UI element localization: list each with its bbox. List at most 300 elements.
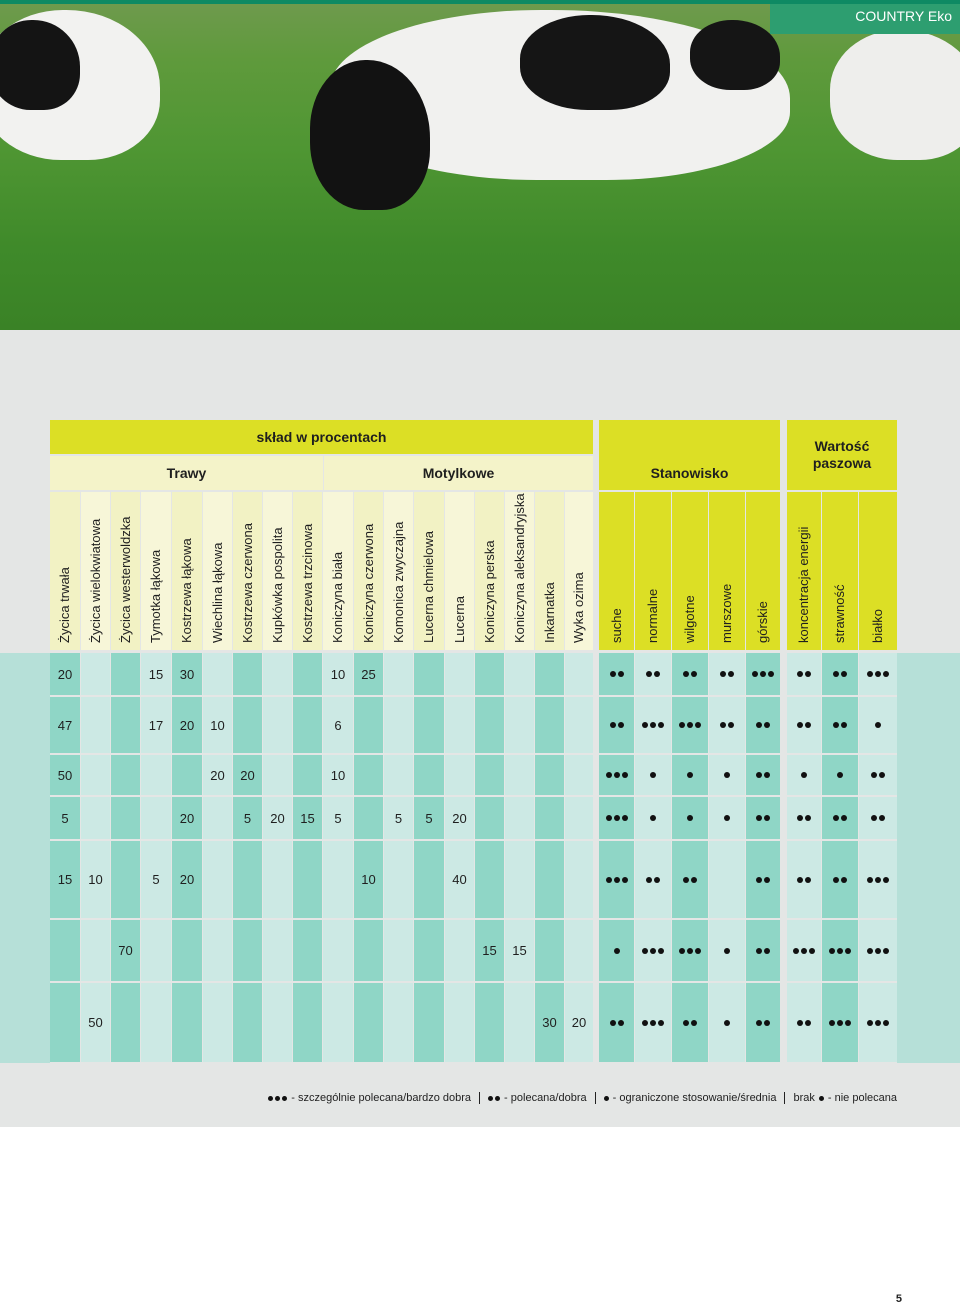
table-cell — [445, 920, 474, 981]
rating-dot — [801, 772, 807, 778]
legend-none-prefix: brak — [793, 1092, 815, 1104]
table-cell — [746, 920, 780, 981]
table-cell — [293, 920, 322, 981]
rating-dot — [756, 948, 762, 954]
page-number: 5 — [895, 1293, 902, 1305]
table-cell — [535, 697, 564, 753]
table-cell — [81, 697, 110, 753]
rating-dot — [622, 877, 628, 883]
table-cell — [505, 841, 534, 918]
rating-dot — [805, 1020, 811, 1026]
rating-dots-icon — [871, 815, 885, 821]
table-cell — [293, 755, 322, 795]
table-cell — [141, 841, 171, 918]
table-cell — [635, 697, 671, 753]
rating-dot — [679, 948, 685, 954]
cell-value: 30 — [542, 1015, 557, 1030]
table-cell — [535, 841, 564, 918]
table-cell — [233, 841, 262, 918]
rating-dot — [695, 948, 701, 954]
column-header-label: Kostrzewa łąkowa — [179, 538, 194, 643]
legend — [268, 1092, 897, 1104]
rating-dot — [618, 1020, 624, 1026]
column-header-label: Wyka ozima — [571, 572, 586, 643]
rating-dot — [683, 877, 689, 883]
rating-dots-icon — [867, 671, 889, 677]
table-cell — [787, 755, 821, 795]
table-cell — [635, 841, 671, 918]
rating-dot — [646, 877, 652, 883]
rating-dot — [845, 948, 851, 954]
rating-dot — [756, 772, 762, 778]
table-cell — [354, 755, 383, 795]
table-cell — [445, 653, 474, 695]
table-cell — [746, 841, 780, 918]
table-cell — [859, 755, 897, 795]
cell-value: 5 — [334, 810, 342, 826]
table-cell — [203, 755, 232, 795]
rating-dots-icon — [683, 877, 697, 883]
table-cell — [822, 755, 858, 795]
cows-grazing-photo — [0, 0, 960, 330]
rating-dots-icon — [756, 772, 770, 778]
rating-dot — [793, 948, 799, 954]
rating-dot — [728, 671, 734, 677]
rating-dot — [875, 1020, 881, 1026]
rating-dot — [875, 948, 881, 954]
column-header-label: Koniczyna czerwona — [360, 523, 376, 643]
column-header-label: Tymotka łąkowa — [148, 549, 163, 643]
rating-dot — [614, 948, 620, 954]
rating-dot — [610, 722, 616, 728]
rating-dot — [883, 1020, 889, 1026]
rating-dot — [650, 1020, 656, 1026]
legend-three-dots-icon — [268, 1096, 287, 1101]
rating-dots-icon — [875, 722, 881, 728]
rating-dots-icon — [797, 722, 811, 728]
rating-dots-icon — [683, 671, 697, 677]
table-cell — [172, 983, 202, 1062]
table-cell — [709, 697, 745, 753]
table-cell — [263, 920, 292, 981]
cell-value: 15 — [300, 810, 315, 826]
table-cell — [384, 841, 413, 918]
rating-dot — [642, 1020, 648, 1026]
column-header-label: normalne — [645, 588, 660, 643]
rating-dots-icon — [650, 815, 656, 821]
rating-dot — [756, 1020, 762, 1026]
rating-dot — [764, 722, 770, 728]
rating-dot — [833, 877, 839, 883]
table-cell — [293, 841, 322, 918]
cell-value: 5 — [425, 810, 433, 826]
rating-dot — [768, 671, 774, 677]
table-cell — [859, 841, 897, 918]
column-header-label: suche — [608, 608, 624, 643]
cow-center-patch-1 — [520, 15, 670, 110]
rating-dots-icon — [829, 1020, 851, 1026]
table-left-strip — [0, 653, 50, 1063]
table-cell — [141, 697, 171, 753]
table-cell — [535, 797, 564, 839]
table-cell — [414, 841, 444, 918]
table-cell — [141, 983, 171, 1062]
table-cell — [50, 983, 80, 1062]
table-cell — [859, 920, 897, 981]
rating-dot — [654, 877, 660, 883]
rating-dot — [875, 722, 881, 728]
table-cell — [505, 755, 534, 795]
rating-dot — [883, 671, 889, 677]
table-cell — [323, 983, 353, 1062]
table-cell — [50, 797, 80, 839]
table-cell — [263, 841, 292, 918]
table-cell — [354, 797, 383, 839]
rating-dot — [833, 722, 839, 728]
table-cell — [709, 797, 745, 839]
table-cell — [787, 697, 821, 753]
rating-dots-icon — [724, 772, 730, 778]
rating-dots-icon — [679, 948, 701, 954]
column-header-label: koncentracja energii — [796, 526, 811, 643]
table-cell — [599, 697, 634, 753]
table-cell — [323, 755, 353, 795]
table-cell — [475, 755, 504, 795]
rating-dot — [610, 1020, 616, 1026]
table-cell — [172, 697, 202, 753]
rating-dots-icon — [679, 722, 701, 728]
table-cell — [323, 920, 353, 981]
rating-dot — [622, 815, 628, 821]
legend-two-label: - polecana/dobra — [504, 1092, 587, 1104]
table-cell — [505, 797, 534, 839]
rating-dot — [683, 1020, 689, 1026]
table-cell — [293, 983, 322, 1062]
rating-dot — [867, 1020, 873, 1026]
rating-dot — [797, 815, 803, 821]
table-cell — [565, 983, 593, 1062]
rating-dots-icon — [756, 1020, 770, 1026]
rating-dots-icon — [797, 1020, 811, 1026]
cell-value: 50 — [88, 1015, 103, 1030]
table-cell — [565, 841, 593, 918]
table-cell — [599, 755, 634, 795]
rating-dots-icon — [833, 671, 847, 677]
cell-value: 20 — [179, 717, 195, 733]
rating-dot — [610, 671, 616, 677]
legend-one-dot-icon — [604, 1096, 609, 1101]
table-cell — [111, 697, 140, 753]
rating-dot — [728, 722, 734, 728]
table-cell — [859, 653, 897, 695]
rating-dot — [642, 948, 648, 954]
rating-dots-icon — [833, 877, 847, 883]
column-header-label: Wiechlina łąkowa — [209, 542, 225, 643]
cell-value: 5 — [394, 810, 403, 826]
table-cell — [535, 920, 564, 981]
table-cell — [505, 697, 534, 753]
rating-dot — [797, 1020, 803, 1026]
table-cell — [81, 797, 110, 839]
rating-dot — [618, 722, 624, 728]
rating-dot — [841, 722, 847, 728]
column-header-label: wilgotne — [682, 595, 697, 643]
rating-dot — [614, 815, 620, 821]
table-cell — [233, 983, 262, 1062]
rating-dot — [724, 1020, 730, 1026]
table-cell — [787, 797, 821, 839]
column-header-label: Kupkówka pospolita — [269, 527, 285, 643]
table-cell — [535, 653, 564, 695]
rating-dots-icon — [642, 1020, 664, 1026]
header-motylkowe: Motylkowe — [324, 456, 593, 490]
table-cell — [384, 697, 413, 753]
rating-dot — [650, 948, 656, 954]
table-cell — [565, 755, 593, 795]
table-cell — [565, 797, 593, 839]
table-cell — [111, 841, 140, 918]
table-cell — [746, 653, 780, 695]
table-cell — [203, 697, 232, 753]
cell-value: 20 — [240, 767, 255, 783]
table-cell — [475, 653, 504, 695]
table-cell — [505, 920, 534, 981]
column-header-label: Koniczyna biała — [330, 551, 345, 643]
rating-dot — [879, 815, 885, 821]
table-cell — [323, 841, 353, 918]
rating-dot — [650, 815, 656, 821]
table-cell — [822, 841, 858, 918]
table-cell — [635, 983, 671, 1062]
rating-dot — [756, 722, 762, 728]
rating-dot — [871, 815, 877, 821]
table-cell — [81, 755, 110, 795]
table-cell — [50, 697, 80, 753]
rating-dot — [606, 815, 612, 821]
table-cell — [111, 797, 140, 839]
rating-dot — [683, 671, 689, 677]
rating-dots-icon — [867, 877, 889, 883]
rating-dot — [654, 671, 660, 677]
table-cell — [203, 983, 232, 1062]
table-cell — [172, 653, 202, 695]
cell-value: 40 — [452, 872, 467, 887]
rating-dot — [658, 948, 664, 954]
header-wartosc: Wartość paszowa — [787, 420, 897, 490]
table-cell — [787, 983, 821, 1062]
table-cell — [475, 983, 504, 1062]
table-cell — [414, 653, 444, 695]
cell-value: 10 — [330, 767, 346, 783]
cell-value: 10 — [330, 666, 346, 682]
rating-dot — [875, 877, 881, 883]
table-cell — [599, 920, 634, 981]
rating-dot — [764, 877, 770, 883]
table-cell — [233, 920, 262, 981]
header-trawy: Trawy — [50, 456, 323, 490]
rating-dots-icon — [797, 671, 811, 677]
column-header-label: Lucerna chmielowa — [421, 530, 436, 643]
table-cell — [414, 920, 444, 981]
cell-value: 70 — [118, 943, 133, 958]
table-cell — [475, 841, 504, 918]
table-cell — [111, 653, 140, 695]
legend-none-label: - nie polecana — [827, 1092, 897, 1104]
table-cell — [203, 841, 232, 918]
table-cell — [384, 920, 413, 981]
table-cell — [565, 697, 593, 753]
table-cell — [172, 841, 202, 918]
rating-dot — [618, 671, 624, 677]
table-cell — [111, 920, 140, 981]
column-header-label: Życica westerwoldzka — [117, 516, 133, 643]
table-cell — [505, 653, 534, 695]
column-header-label: Koniczyna aleksandryjska — [511, 493, 527, 643]
rating-dots-icon — [756, 722, 770, 728]
table-cell — [709, 983, 745, 1062]
table-cell — [50, 755, 80, 795]
column-header-label: białko — [870, 609, 885, 643]
table-cell — [672, 983, 708, 1062]
table-cell — [81, 653, 110, 695]
table-cell — [822, 697, 858, 753]
rating-dot — [764, 948, 770, 954]
rating-dots-icon — [724, 1020, 730, 1026]
rating-dots-icon — [687, 772, 693, 778]
cell-value: 20 — [179, 810, 195, 826]
cell-value: 15 — [148, 666, 164, 682]
table-cell — [414, 755, 444, 795]
rating-dot — [871, 772, 877, 778]
table-cell — [535, 983, 564, 1062]
table-cell — [233, 697, 262, 753]
rating-dot — [760, 671, 766, 677]
table-cell — [635, 797, 671, 839]
table-cell — [859, 797, 897, 839]
legend-divider — [784, 1092, 785, 1104]
rating-dot — [687, 772, 693, 778]
brand-label: COUNTRY Eko — [770, 4, 960, 34]
table-cell — [475, 920, 504, 981]
table-cell — [50, 920, 80, 981]
cell-value: 30 — [179, 666, 195, 682]
rating-dot — [841, 877, 847, 883]
table-cell — [746, 983, 780, 1062]
cow-head — [310, 60, 430, 210]
rating-dot — [695, 722, 701, 728]
cell-value: 5 — [61, 810, 69, 826]
rating-dot — [797, 671, 803, 677]
rating-dots-icon — [793, 948, 815, 954]
rating-dot — [867, 671, 873, 677]
table-cell — [475, 797, 504, 839]
rating-dots-icon — [756, 877, 770, 883]
rating-dots-icon — [610, 671, 624, 677]
table-cell — [672, 797, 708, 839]
table-cell — [445, 755, 474, 795]
rating-dot — [756, 815, 762, 821]
cow-right — [830, 30, 960, 160]
table-cell — [414, 797, 444, 839]
table-cell — [414, 983, 444, 1062]
table-right-strip — [897, 653, 960, 1063]
cell-value: 15 — [57, 872, 73, 887]
table-cell — [293, 797, 322, 839]
table-cell — [141, 653, 171, 695]
table-cell — [233, 653, 262, 695]
legend-one-label: - ograniczone stosowanie/średnia — [612, 1092, 777, 1104]
table-cell — [535, 755, 564, 795]
cell-value: 17 — [148, 717, 164, 733]
rating-dots-icon — [756, 948, 770, 954]
rating-dot — [879, 772, 885, 778]
cell-value: 20 — [57, 666, 73, 682]
rating-dot — [691, 1020, 697, 1026]
rating-dots-icon — [683, 1020, 697, 1026]
rating-dot — [679, 722, 685, 728]
table-cell — [354, 920, 383, 981]
table-cell — [635, 920, 671, 981]
table-cell — [263, 983, 292, 1062]
column-header-label: murszowe — [719, 583, 734, 643]
rating-dot — [687, 948, 693, 954]
table-cell — [354, 841, 383, 918]
table-cell — [599, 983, 634, 1062]
rating-dots-icon — [752, 671, 774, 677]
rating-dot — [841, 671, 847, 677]
table-cell — [141, 797, 171, 839]
rating-dot — [687, 815, 693, 821]
table-cell — [233, 797, 262, 839]
rating-dot — [883, 948, 889, 954]
rating-dot — [764, 772, 770, 778]
table-cell — [172, 755, 202, 795]
cell-value: 47 — [57, 717, 73, 733]
table-cell — [81, 983, 110, 1062]
rating-dots-icon — [756, 815, 770, 821]
legend-divider — [595, 1092, 596, 1104]
table-cell — [354, 983, 383, 1062]
header-composition: skład w procentach — [50, 420, 593, 454]
column-header-label: Lucerna — [451, 596, 467, 643]
rating-dots-icon — [867, 1020, 889, 1026]
rating-dot — [720, 671, 726, 677]
rating-dot — [724, 772, 730, 778]
column-header-label: Komonica zwyczajna — [390, 521, 406, 643]
rating-dot — [614, 877, 620, 883]
rating-dots-icon — [606, 877, 628, 883]
table-cell — [822, 983, 858, 1062]
rating-dot — [867, 877, 873, 883]
table-cell — [445, 697, 474, 753]
table-cell — [709, 755, 745, 795]
legend-two-dots-icon — [488, 1096, 500, 1101]
table-cell — [787, 920, 821, 981]
rating-dot — [833, 671, 839, 677]
rating-dots-icon — [610, 722, 624, 728]
rating-dot — [614, 772, 620, 778]
table-cell — [475, 697, 504, 753]
table-cell — [859, 983, 897, 1062]
table-cell — [263, 653, 292, 695]
rating-dot — [829, 1020, 835, 1026]
rating-dots-icon — [606, 772, 628, 778]
table-cell — [709, 920, 745, 981]
table-cell — [263, 797, 292, 839]
rating-dots-icon — [833, 722, 847, 728]
cell-value: 10 — [361, 872, 376, 887]
table-cell — [354, 697, 383, 753]
